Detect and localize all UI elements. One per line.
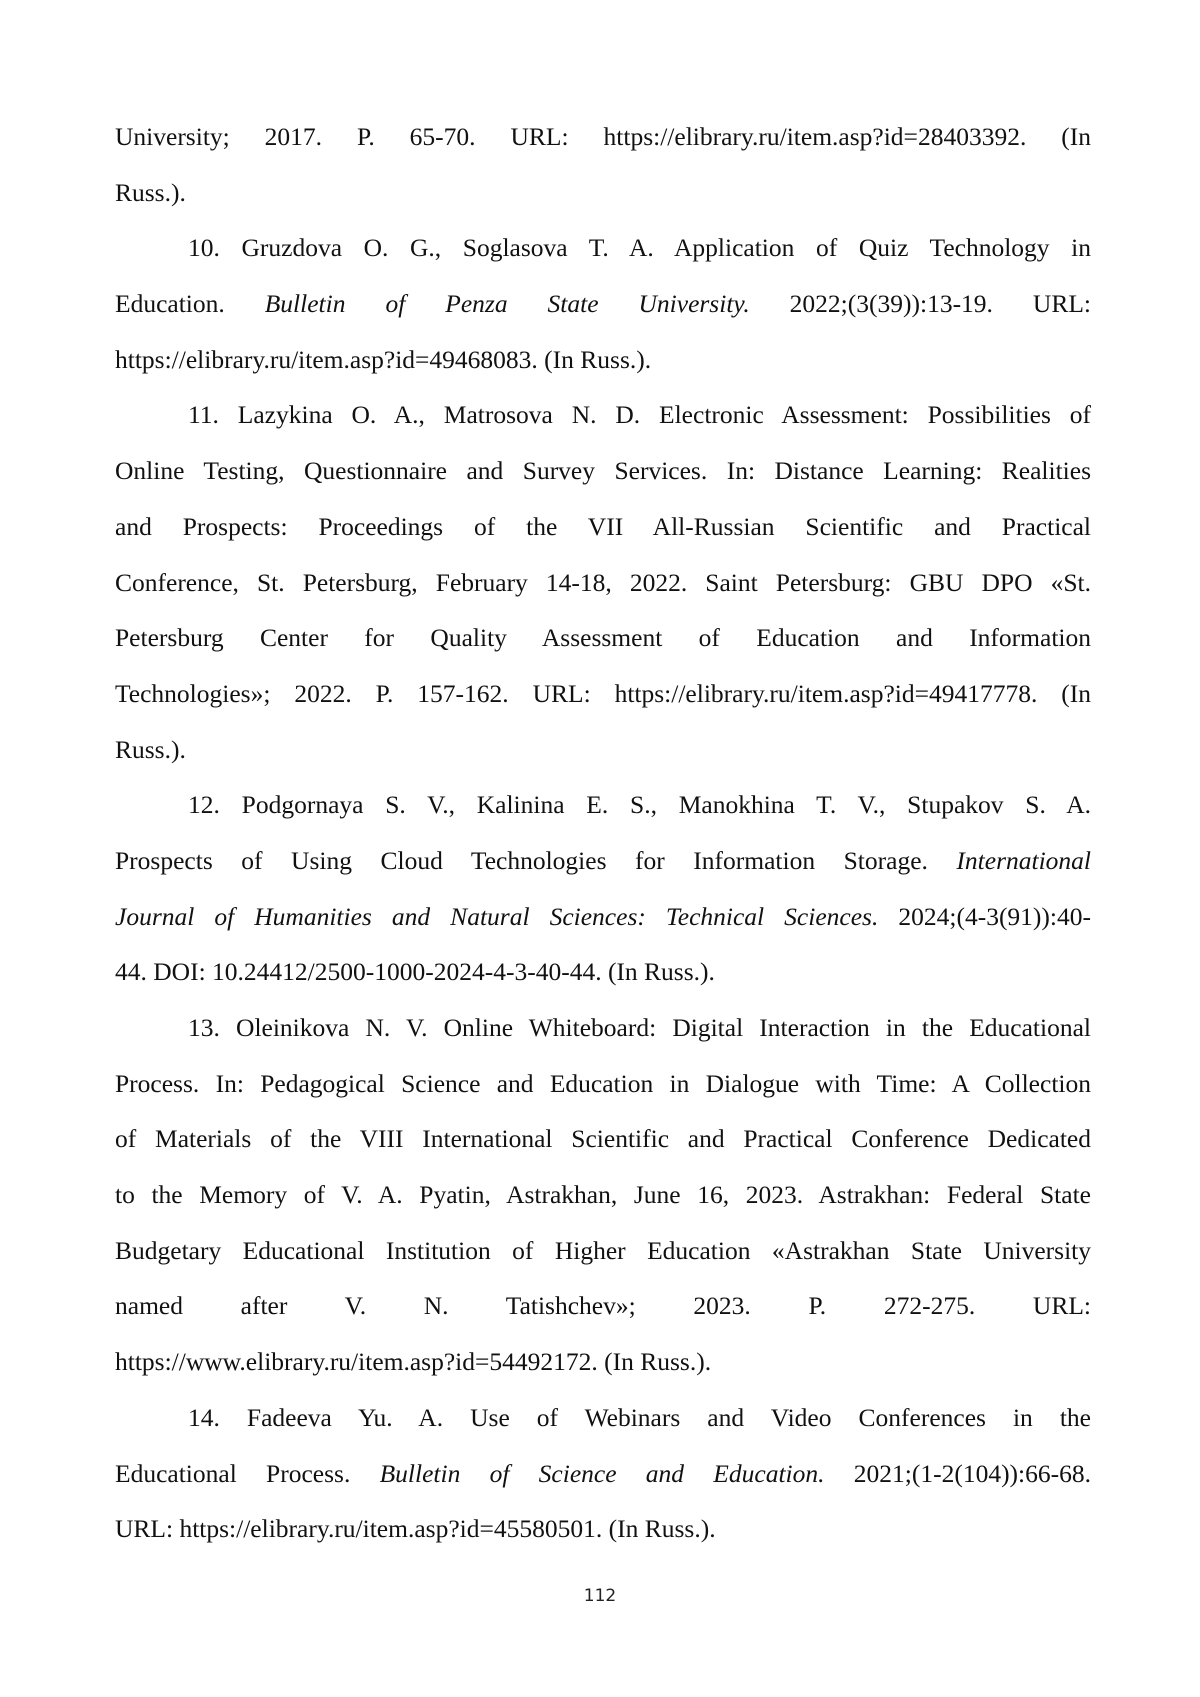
text-span: of Materials of the VIII International Scientific and Practical Conference Dedicated [115,1124,1091,1154]
text-span: University; 2017. P. 65-70. URL: https://elibrary.ru/item.asp?id=28403392. (In [115,122,1091,151]
text-line [115,833,1091,889]
text-line [115,1501,1091,1557]
reference-entry [115,220,1091,387]
journal-title: International [956,845,1091,875]
journal-title: Journal of Humanities and Natural Sciences: Technical Sciences. [115,901,879,931]
text-line [115,610,1091,666]
text-line [115,889,1091,945]
text-span: Online Testing, Questionnaire and Survey Services. In: Distance Learning: Realities [115,456,1091,486]
text-span: Russ.). [115,177,186,207]
text-span: 2022;(3(39)):13-19. URL: [749,289,1091,319]
text-line [115,1278,1091,1334]
text-span: to the Memory of V. A. Pyatin, Astrakhan, June 16, 2023. Astrakhan: Federal State [115,1180,1091,1210]
text-line [115,387,1091,443]
text-line [115,1390,1091,1446]
text-span: Russ.). [115,734,186,764]
text-span: 14. Fadeeva Yu. A. Use of Webinars and Video Conferences in the [188,1402,1091,1432]
text-line [115,777,1091,833]
text-span: named after V. N. Tatishchev»; 2023. P. 272-275. URL: [115,1291,1091,1321]
text-span: 12. Podgornaya S. V., Kalinina E. S., Manokhina T. V., Stupakov S. A. [188,790,1091,820]
journal-title: Bulletin of Penza State University. [264,289,750,319]
text-line [115,1446,1091,1502]
text-line [115,443,1091,499]
text-line [115,1167,1091,1223]
text-span: URL: https://elibrary.ru/item.asp?id=45580501. (In Russ.). [115,1514,716,1544]
text-span: Budgetary Educational Institution of Higher Education «Astrakhan State University [115,1235,1091,1265]
text-line [115,165,1091,221]
text-line [115,1056,1091,1112]
text-span: https://elibrary.ru/item.asp?id=49468083. (In Russ.). [115,344,652,374]
text-line [115,666,1091,722]
text-line [115,722,1091,778]
text-span: 10. Gruzdova O. G., Soglasova T. A. Application of Quiz Technology in [188,233,1091,263]
text-span: 44. DOI: 10.24412/2500-1000-2024-4-3-40-44. (In Russ.). [115,957,715,987]
reference-entry [115,387,1091,777]
text-line [115,555,1091,611]
reference-entry [115,109,1091,220]
text-span: 2021;(1-2(104)):66-68. [824,1458,1092,1488]
text-line [115,276,1091,332]
text-span: 2024;(4-3(91)):40- [878,901,1091,931]
text-line [115,332,1091,388]
reference-list [115,109,1091,1557]
text-span: 13. Oleinikova N. V. Online Whiteboard: Digital Interaction in the Educational [188,1013,1091,1042]
text-line [115,944,1091,1000]
text-span: Process. In: Pedagogical Science and Education in Dialogue with Time: A Collection [115,1068,1091,1098]
text-span: Petersburg Center for Quality Assessment of Education and Information [115,623,1091,653]
text-span: Education. [115,289,265,319]
text-span: Conference, St. Petersburg, February 14-18, 2022. Saint Petersburg: GBU DPO «St. [115,567,1091,597]
text-line [115,1111,1091,1167]
reference-entry [115,777,1091,1000]
reference-entry [115,1390,1091,1557]
text-line [115,220,1091,276]
page-number: 112 [583,1586,617,1606]
text-line [115,1334,1091,1390]
text-line [115,499,1091,555]
text-span: 11. Lazykina O. A., Matrosova N. D. Electronic Assessment: Possibilities of [188,400,1091,430]
text-span: Educational Process. [115,1458,380,1488]
text-line [115,1000,1091,1056]
reference-entry [115,1000,1091,1390]
text-span: Prospects of Using Cloud Technologies for Information Storage. [115,845,957,875]
journal-title: Bulletin of Science and Education. [379,1458,825,1488]
text-line [115,1223,1091,1279]
text-line [115,109,1091,165]
text-span: and Prospects: Proceedings of the VII All-Russian Scientific and Practical [115,511,1091,541]
text-span: https://www.elibrary.ru/item.asp?id=54492172. (In Russ.). [115,1347,712,1377]
text-span: Technologies»; 2022. P. 157-162. URL: https://elibrary.ru/item.asp?id=49417778. (In [115,678,1091,708]
